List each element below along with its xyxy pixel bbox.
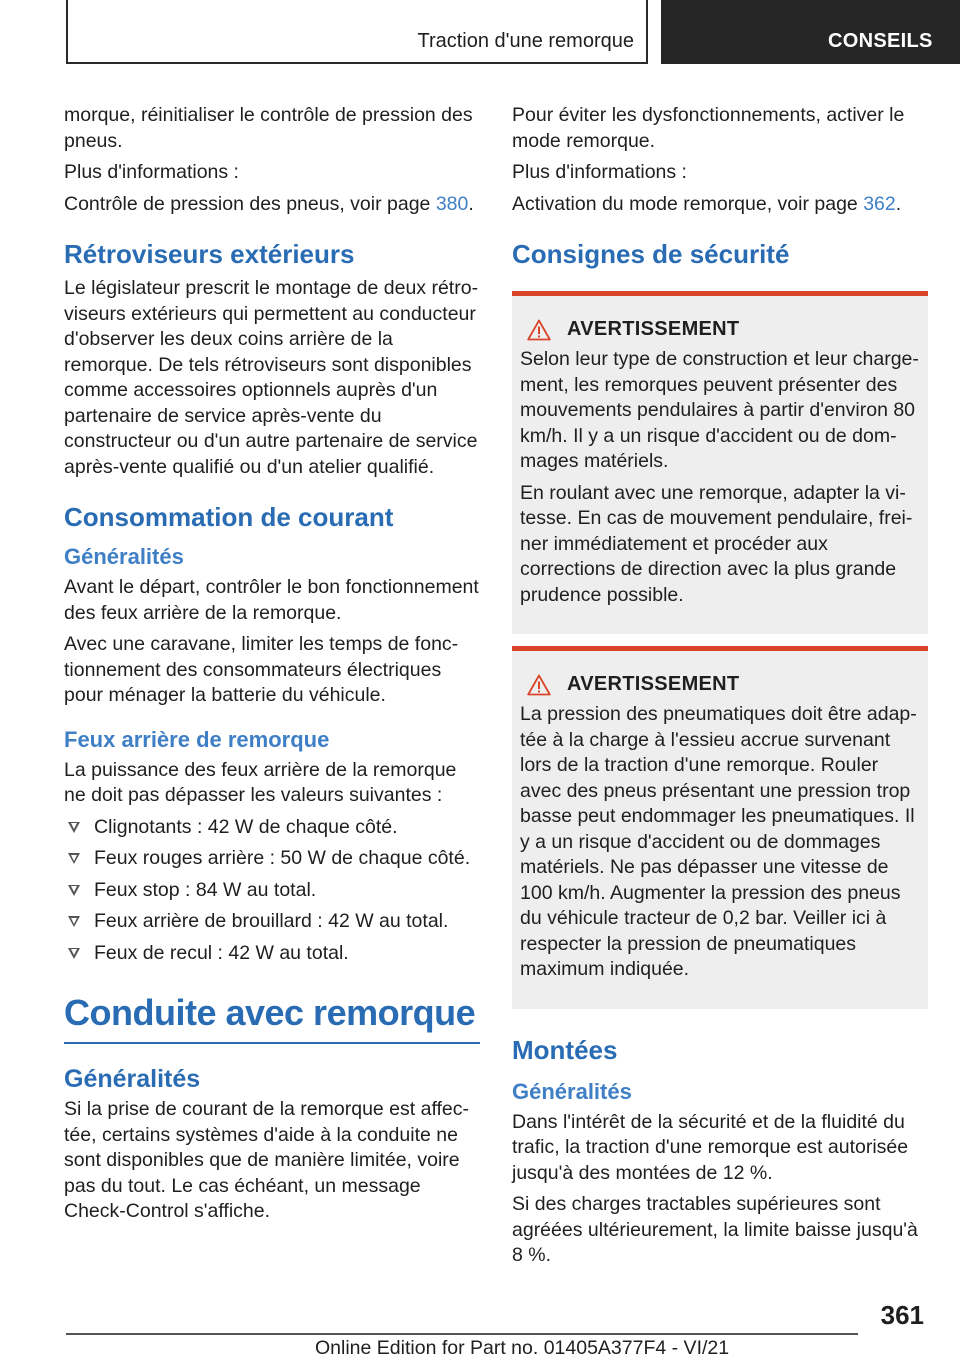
cross-reference: [512, 192, 928, 218]
subheading-generalites: Généralités: [64, 544, 184, 569]
subheading-feux-arriere: Feux arrière de remorque: [64, 726, 330, 752]
warning-text: La pression des pneumatiques doit être adaptée à la charge à l'essieu accrue survenant lors de la traction d'une remorque. Rouler avec des pneus présentant une pression trop basse peut endommager les pneumatiques. Il y a un risque d'accident ou de dommages matériels. Ne pas dépasser une vitesse de 100 km/h. Augmenter la pression des pneus du véhicule tracteur de 0,2 bar. Veiller ici à respecter la pression de pneumatiques maximum indiquée.: [520, 703, 917, 980]
page-link-362[interactable]: 362: [863, 192, 896, 215]
page-number: 361: [880, 1300, 924, 1330]
list-item-text: Feux de recul : 42 W au total.: [94, 941, 349, 964]
bullet-triangle-icon: [68, 916, 80, 927]
section-heading-montees: Montées: [512, 1034, 618, 1065]
paragraph: Dans l'intérêt de la sécurité et de la fluidité du trafic, la traction d'une remorque est autorisée jusqu'à des montées de 12 %.: [512, 1110, 909, 1184]
warning-text: Selon leur type de construction et leur chargement, les remorques peuvent présenter des mouvements pendulaires à partir d'environ 80 km/h. Il y a un risque d'accident ou de dommages matériels.: [520, 348, 919, 472]
list-item: [64, 815, 480, 841]
header-category: CONSEILS: [828, 30, 933, 52]
warning-text: En roulant avec une remorque, adapter la vitesse. En cas de mouvement pendulaire, freiner immédiatement et procéder aux corrections de direction avec la plus grande prudence possible.: [520, 481, 913, 606]
subheading-generalites: Généralités: [64, 1065, 201, 1093]
subheading-generalites: Généralités: [512, 1078, 632, 1104]
list-item: [64, 941, 480, 967]
bullet-triangle-icon: [68, 822, 80, 833]
footer-divider: [66, 1333, 858, 1335]
warning-title: AVERTISSEMENT: [567, 673, 740, 695]
cross-reference: [64, 192, 480, 218]
warning-header: [520, 318, 920, 341]
cross-reference-end: .: [895, 192, 902, 215]
warning-triangle-icon: [527, 674, 551, 696]
paragraph: La puissance des feux arrière de la remorque ne doit pas dépasser les valeurs suivantes :: [64, 758, 457, 806]
right-column: [512, 103, 928, 1275]
bullet-list: [64, 815, 480, 967]
warning-title: AVERTISSEMENT: [567, 318, 740, 340]
paragraph: Avant le départ, contrôler le bon fonctionnement des feux arrière de la remorque.: [64, 576, 479, 624]
footer-edition-text: Online Edition for Part no. 01405A377F4 - VI/21: [315, 1337, 730, 1359]
list-item-text: Feux stop : 84 W au total.: [94, 878, 317, 901]
paragraph: Le législateur prescrit le montage de deux rétroviseurs extérieurs qui permettent au conducteur d'observer les deux coins arrière de la remorque. De tels rétroviseurs sont disponibles comme accessoires optionnels auprès d'un partenaire de service après-vente du constructeur ou d'un autre partenaire de service après-vente qualifié ou d'un atelier qualifié.: [64, 277, 479, 478]
warning-box: [512, 646, 928, 1009]
paragraph: Plus d'informations :: [512, 161, 687, 183]
section-heading-consignes: Consignes de sécurité: [512, 239, 790, 269]
warning-box: [512, 291, 928, 634]
list-item-text: Feux arrière de brouillard : 42 W au total.: [94, 910, 449, 932]
cross-reference-text: Activation du mode remorque, voir page: [512, 192, 864, 215]
bullet-triangle-icon: [68, 948, 80, 959]
paragraph: morque, réinitialiser le contrôle de pression des pneus.: [64, 104, 473, 152]
section-heading-retroviseurs: Rétroviseurs extérieurs: [64, 239, 355, 269]
paragraph: Pour éviter les dysfonctionnements, activer le mode remorque.: [512, 104, 905, 152]
left-column: [64, 103, 480, 1231]
list-item-text: Feux rouges arrière : 50 W de chaque côté.: [94, 847, 471, 869]
page-link-380[interactable]: 380: [435, 192, 469, 215]
paragraph: Si des charges tractables supérieures sont agréées ultérieurement, la limite baisse jusqu'à 8 %.: [512, 1193, 918, 1266]
header-section-title: Traction d'une remorque: [417, 30, 634, 52]
list-item-text: Clignotants : 42 W de chaque côté.: [94, 815, 398, 838]
list-item: [64, 909, 480, 935]
chapter-heading-conduite: Conduite avec remorque: [64, 992, 480, 1044]
bullet-triangle-icon: [68, 885, 80, 896]
bullet-triangle-icon: [68, 853, 80, 864]
warning-header: [520, 673, 920, 696]
list-item: [64, 878, 480, 904]
cross-reference-text: Contrôle de pression des pneus, voir page: [64, 192, 436, 215]
paragraph: Plus d'informations :: [64, 161, 239, 183]
warning-triangle-icon: [527, 319, 551, 341]
header-section-box: [66, 0, 648, 64]
cross-reference-end: .: [468, 192, 474, 215]
list-item: [64, 846, 480, 872]
paragraph: Si la prise de courant de la remorque est affectée, certains systèmes d'aide à la conduite ne sont disponibles que de manière limitée, voire pas du tout. Le cas échéant, un message Check-Control s'affiche.: [64, 1098, 470, 1222]
paragraph: Avec une caravane, limiter les temps de fonctionnement des consommateurs électriques pour ménager la batterie du véhicule.: [64, 633, 459, 706]
section-heading-consommation: Consommation de courant: [64, 502, 394, 532]
